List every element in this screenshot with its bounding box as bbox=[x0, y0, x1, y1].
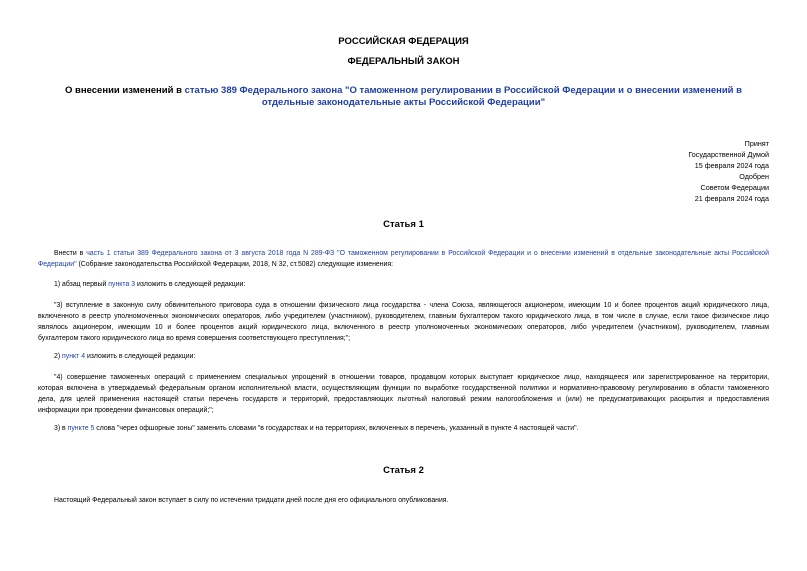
approved-label: Одобрен bbox=[739, 172, 769, 181]
item-3-text-b: слова "через офшорные зоны" заменить словами "в государствах и на территориях, включенных в перечень, указанный в пункте 4 настоящей части". bbox=[94, 425, 579, 432]
item-2 bbox=[38, 351, 769, 362]
article-2-heading: Статья 2 bbox=[383, 465, 424, 476]
article-1-intro bbox=[38, 248, 769, 270]
approved-by: Советом Федерации bbox=[700, 183, 769, 192]
item-1-text-b: изложить в следующей редакции: bbox=[135, 281, 246, 288]
adopted-date: 15 февраля 2024 года bbox=[694, 161, 769, 170]
quote-1 bbox=[38, 300, 769, 344]
intro-text-a: Внести в bbox=[54, 250, 87, 257]
item-3-text-a: 3) в bbox=[54, 425, 68, 432]
item-1 bbox=[38, 279, 769, 290]
quote-2-line-1: "4) совершение таможенных операций с применением специальных упрощений в отношении товаров, продавцом которых выступает юридическое лицо, находящееся или зарегистрированное на территории, bbox=[54, 374, 769, 381]
quote-1-line-3: являлось акционером, имеющим 10 и более процентов акций юридического лица, включенного в реестр уполномоченных экономических операторов, либо учредителем (участником), руководителем, главным bbox=[38, 324, 769, 331]
quote-2-line-3: дела, для целей применения настоящей статьи перечень государств и территорий, предоставляющих льготный налоговый режим налогообложения и (или) не предусматривающих раскрытия и предоставления bbox=[38, 396, 769, 403]
article-2-text: Настоящий Федеральный закон вступает в силу по истечении тридцати дней после дня его официального опубликования. bbox=[54, 497, 449, 504]
quote-1-line-4: бухгалтером такого юридического лица во время совершения соответствующего преступления;"; bbox=[38, 335, 351, 342]
quote-1-line-2: включенного в реестр уполномоченных экономических операторов, либо учредителем (участником), руководителем, главным бухгалтером такого юридического лица, в том числе в случае, если такое физическое лицо bbox=[38, 313, 769, 320]
intro-link[interactable]: часть 1 статьи 389 Федерального закона от 3 августа 2018 года N 289-ФЗ "О таможенном регулировании в Российской Федерации и о внесении изменений в отдельные законодательные акты Российской Федерации" bbox=[38, 250, 769, 268]
law-title-link[interactable]: статью 389 Федерального закона "О таможенном регулировании в Российской Федерации и о внесении изменений в отдельные законодательные акты Российской Федерации" bbox=[184, 85, 742, 108]
adoption-block bbox=[688, 138, 769, 204]
item-1-link[interactable]: пункта 3 bbox=[108, 281, 136, 288]
adopted-by: Государственной Думой bbox=[688, 150, 769, 159]
item-3-link[interactable]: пункте 5 bbox=[67, 425, 95, 432]
country-heading: РОССИЙСКАЯ ФЕДЕРАЦИЯ bbox=[338, 36, 469, 47]
article-1-heading: Статья 1 bbox=[383, 219, 424, 230]
item-1-text-a: 1) абзац первый bbox=[54, 281, 109, 288]
intro-text-b: (Собрание законодательства Российской Федерации, 2018, N 32, ст.5082) следующие изменения: bbox=[76, 261, 394, 268]
item-3 bbox=[38, 423, 769, 434]
quote-2-line-4: информации при проведении финансовых операций;"; bbox=[38, 407, 214, 414]
adopted-label: Принят bbox=[744, 139, 769, 148]
approved-date: 21 февраля 2024 года bbox=[694, 194, 769, 203]
quote-1-line-1: "3) вступление в законную силу обвинительного приговора суда в отношении физического лица государства - члена Союза, являющегося акционером, имеющим 10 и более процентов акций юридического лица, bbox=[54, 302, 769, 309]
law-type-heading: ФЕДЕРАЛЬНЫЙ ЗАКОН bbox=[347, 56, 460, 67]
quote-2-line-2: которая включена в утверждаемый федеральным органом исполнительной власти, осуществляющим функции по выработке государственной политики и нормативно-правовому регулированию в области таможенного bbox=[38, 385, 769, 392]
quote-2 bbox=[38, 372, 769, 416]
item-2-text-a: 2) bbox=[54, 353, 63, 360]
item-2-link[interactable]: пункт 4 bbox=[62, 353, 86, 360]
law-title bbox=[50, 85, 757, 109]
item-2-text-b: изложить в следующей редакции: bbox=[85, 353, 196, 360]
law-title-prefix: О внесении изменений в bbox=[65, 85, 185, 96]
